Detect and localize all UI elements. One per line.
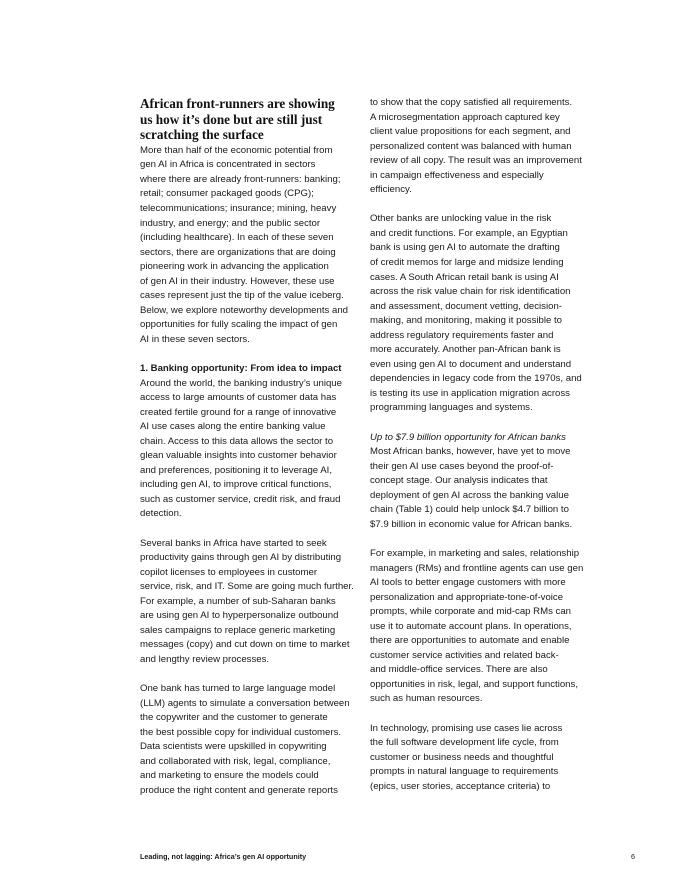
text-line: dependencies in legacy code from the 1970s, and [370, 373, 582, 385]
text-line: managers (RMs) and frontline agents can use gen [370, 562, 584, 574]
text-line: Below, we explore noteworthy developments and [140, 304, 348, 316]
text-line: personalized content was balanced with human [370, 140, 572, 152]
text-line: AI tools to better engage customers with more [370, 577, 566, 589]
text-line: produce the right content and generate reports [140, 784, 338, 796]
text-line: detection. [140, 508, 182, 520]
text-line: cases. A South African retail bank is using AI [370, 271, 559, 283]
text-line: bank is using gen AI to automate the drafting [370, 242, 560, 254]
intro-paragraph [140, 144, 358, 348]
risk-paragraph [370, 212, 592, 416]
text-line: telecommunications; insurance; mining, heavy [140, 202, 337, 214]
heading-line: scratching the surface [140, 127, 264, 143]
text-line: Around the world, the banking industry’s unique [140, 377, 342, 389]
text-line: use it to automate account plans. In operations, [370, 620, 572, 632]
text-line: including gen AI, to improve critical functions, [140, 479, 332, 491]
heading-line: African front-runners are showing [140, 96, 335, 111]
text-line: and collaborated with risk, legal, compliance, [140, 755, 331, 767]
text-line: glean valuable insights into customer behavior [140, 450, 337, 462]
text-line: more accurately. Another pan-African bank is [370, 344, 561, 356]
text-line: AI in these seven sectors. [140, 333, 250, 345]
footer-title: Leading, not lagging: Africa’s gen AI opportunity [140, 852, 307, 861]
text-line: retail; consumer packaged goods (CPG); [140, 188, 314, 200]
text-line: client value propositions for each segment, and [370, 126, 571, 138]
text-line: In technology, promising use cases lie across [370, 722, 563, 734]
text-line: For example, in marketing and sales, relationship [370, 547, 580, 559]
text-line: $7.9 billion in economic value for African banks. [370, 518, 573, 530]
text-line: (epics, user stories, acceptance criteria) to [370, 780, 551, 792]
text-line: and marketing to ensure the models could [140, 770, 319, 782]
right-column [370, 96, 592, 794]
text-line: (including healthcare). In each of these seven [140, 232, 334, 244]
llm-paragraph [140, 682, 358, 798]
text-line: opportunities for fully scaling the impact of gen [140, 319, 338, 331]
text-line: deployment of gen AI across the banking value [370, 489, 569, 501]
text-line: where there are already front-runners: banking; [140, 173, 341, 185]
text-line: One bank has turned to large language model [140, 683, 336, 695]
text-line: Most African banks, however, have yet to move [370, 446, 571, 458]
text-line: and preferences, positioning it to leverage AI, [140, 464, 332, 476]
text-line: industry, and energy; and the public sector [140, 217, 321, 229]
text-line: efficiency. [370, 184, 412, 196]
text-line: chain. Access to this data allows the sector to [140, 435, 334, 447]
text-line: such as customer service, credit risk, and fraud [140, 493, 341, 505]
text-line: address regulatory requirements faster and [370, 329, 554, 341]
text-line: and assessment, document vetting, decision- [370, 300, 562, 312]
text-line: More than half of the economic potential from [140, 144, 333, 156]
text-line: their gen AI use cases beyond the proof-of- [370, 460, 554, 472]
text-line: opportunities in risk, legal, and support functions, [370, 678, 578, 690]
text-line: and middle-office services. There are also [370, 664, 548, 676]
text-line: customer or business needs and thoughtful [370, 751, 554, 763]
text-line: sales campaigns to replace generic marketing [140, 624, 336, 636]
text-line: making, and monitoring, making it possible to [370, 315, 562, 327]
text-line: gen AI in Africa is concentrated in sectors [140, 159, 316, 171]
text-line: For example, a number of sub-Saharan banks [140, 595, 336, 607]
left-column [140, 96, 358, 798]
banking-paragraph [140, 377, 358, 522]
text-line: chain (Table 1) could help unlock $4.7 billion to [370, 504, 569, 516]
text-line: access to large amounts of customer data has [140, 392, 337, 404]
text-line: sectors, there are organizations that are doing [140, 246, 336, 258]
opportunity-paragraph [370, 445, 592, 532]
text-line: pioneering work in advancing the application [140, 261, 329, 273]
text-line: customer service activities and related back- [370, 649, 559, 661]
heading-line: us how it’s done but are still just [140, 111, 323, 127]
marketing-paragraph [370, 547, 592, 707]
text-line: across the risk value chain for risk identification [370, 286, 571, 298]
text-line: and credit functions. For example, an Egyptian [370, 227, 568, 239]
text-line: productivity gains through gen AI by distributing [140, 552, 342, 564]
text-line: prompts, while corporate and mid-cap RMs can [370, 606, 572, 618]
text-line: such as human resources. [370, 693, 483, 705]
opportunity-subhead: Up to $7.9 billion opportunity for African banks [370, 431, 566, 443]
text-line: copilot licenses to employees in customer [140, 566, 318, 578]
text-line: personalization and appropriate-tone-of-voice [370, 591, 564, 603]
text-line: (LLM) agents to simulate a conversation between [140, 697, 350, 709]
text-line: Other banks are unlocking value in the risk [370, 213, 552, 225]
text-line: there are opportunities to automate and enable [370, 635, 570, 647]
text-line: in campaign effectiveness and especially [370, 169, 544, 181]
text-line: service, risk, and IT. Some are going much further. [140, 581, 354, 593]
text-line: Several banks in Africa have started to seek [140, 537, 327, 549]
text-line: cases represent just the tip of the value iceberg. [140, 290, 344, 302]
text-line: the copywriter and the customer to generate [140, 712, 328, 724]
text-line: is testing its use in application migration across [370, 387, 570, 399]
text-line: messages (copy) and cut down on time to market [140, 639, 350, 651]
text-line: the full software development life cycle, from [370, 737, 559, 749]
banking-subhead: 1. Banking opportunity: From idea to impact [140, 362, 342, 374]
text-line: Data scientists were upskilled in copywriting [140, 741, 327, 753]
text-line: to show that the copy satisfied all requirements. [370, 97, 573, 108]
text-line: concept stage. Our analysis indicates that [370, 475, 548, 487]
text-line: of credit memos for large and midsize lending [370, 257, 564, 269]
text-line: prompts in natural language to requirements [370, 766, 559, 778]
continuation-paragraph [370, 96, 592, 198]
text-line: A microsegmentation approach captured key [370, 111, 560, 123]
text-line: of gen AI in their industry. However, these use [140, 275, 335, 287]
section-heading [140, 96, 358, 143]
text-line: even using gen AI to document and understand [370, 358, 572, 370]
text-line: review of all copy. The result was an improvement [370, 155, 582, 167]
copilot-paragraph [140, 537, 358, 668]
text-line: the best possible copy for individual customers. [140, 726, 342, 738]
text-line: AI use cases along the entire banking value [140, 421, 326, 433]
text-line: and lengthy review processes. [140, 653, 270, 665]
text-line: created fertile ground for a range of innovative [140, 406, 337, 418]
text-line: are using gen AI to hyperpersonalize outbound [140, 610, 339, 622]
technology-paragraph [370, 722, 592, 795]
text-line: programming languages and systems. [370, 402, 533, 414]
page-number: 6 [631, 852, 635, 861]
